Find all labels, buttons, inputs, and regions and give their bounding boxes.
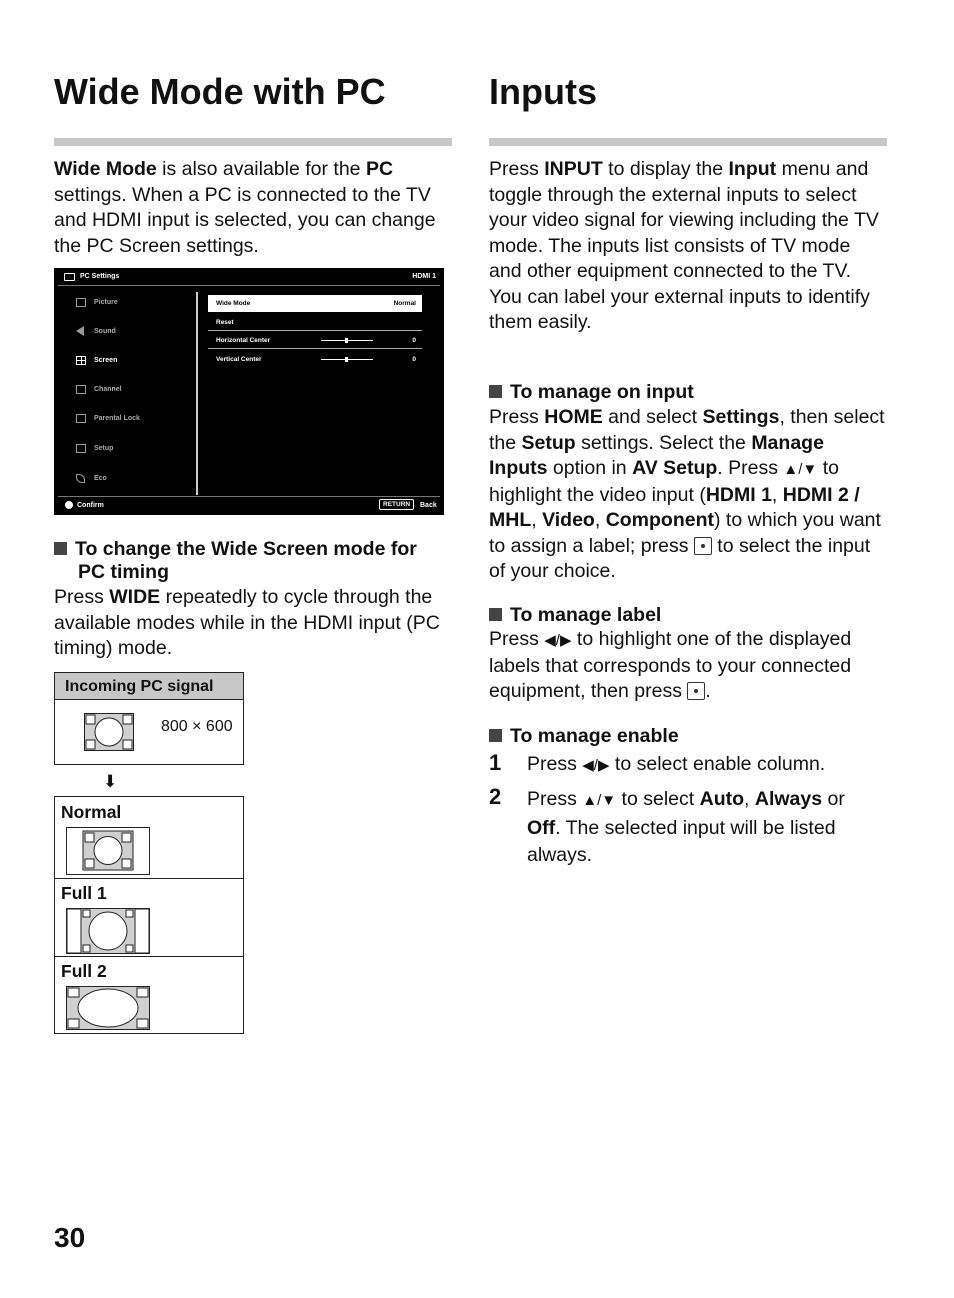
manage-input-heading: To manage on input — [489, 381, 694, 404]
arrow-down-icon: ⬇ — [103, 772, 118, 791]
left-intro: Wide Mode is also available for the PC settings. When a PC is connected to the TV and HDMI input is selected, you can change the PC Screen settings. — [54, 158, 436, 257]
horizontal-center-slider — [321, 340, 373, 341]
vertical-center-slider — [321, 359, 373, 360]
speaker-icon — [76, 326, 84, 336]
enter-button-icon — [687, 682, 705, 700]
mode-full2-label: Full 2 — [61, 961, 107, 981]
eco-icon — [76, 474, 85, 483]
bullet-square-icon — [489, 729, 502, 742]
up-down-arrows-icon: ▲/▼ — [582, 792, 617, 809]
tv-row-wide-mode: Wide Mode Normal — [208, 295, 422, 312]
tv-footer-confirm: Confirm — [77, 502, 104, 509]
left-title: Wide Mode with PC — [54, 71, 386, 112]
tv-footer-return: RETURN — [379, 499, 414, 510]
mode-normal-label: Normal — [61, 802, 122, 822]
bullet-square-icon — [489, 608, 502, 621]
toolbox-icon — [64, 273, 75, 281]
step-1-text: Press ◀/▶ to select enable column. — [527, 753, 826, 775]
tv-header-input: HDMI 1 — [412, 273, 436, 280]
mode-normal-image — [66, 827, 150, 875]
tv-menu-sound: Sound — [94, 328, 116, 335]
bullet-square-icon — [489, 385, 502, 398]
setup-icon — [76, 444, 86, 453]
tv-menu-channel: Channel — [94, 386, 122, 393]
left-title-rule — [54, 138, 452, 146]
incoming-signal-header: Incoming PC signal — [55, 673, 243, 700]
mode-full1-label: Full 1 — [61, 883, 107, 903]
step-2-number: 2 — [489, 784, 502, 809]
manage-label-heading: To manage label — [489, 604, 661, 627]
mode-full1-image — [66, 908, 150, 954]
tv-menu-eco: Eco — [94, 475, 107, 482]
up-down-arrows-icon: ▲/▼ — [783, 461, 818, 478]
tv-menu-picture: Picture — [94, 299, 118, 306]
manage-input-text: Press HOME and select Settings, then select the Setup settings. Select the Manage Inputs option in AV Setup. Press ▲/▼ to highlight the video input (HDMI 1, HDMI 2 / MHL, Video, Component) to which you want to assign a label; press to select the input of your choice. — [489, 406, 885, 582]
wide-modes-table — [54, 796, 244, 1034]
manage-label-text: Press ◀/▶ to highlight one of the displayed labels that corresponds to your connected equipment, then press . — [489, 628, 852, 702]
right-title-rule — [489, 138, 887, 146]
signal-4x3-image — [84, 713, 134, 751]
wide-screen-text: Press WIDE repeatedly to cycle through the available modes while in the HDMI input (PC timing) mode. — [54, 586, 440, 659]
tv-menu-setup: Setup — [94, 445, 114, 452]
manage-enable-heading: To manage enable — [489, 725, 679, 748]
tv-row-vertical-center: Vertical Center 0 — [216, 356, 416, 363]
picture-icon — [76, 298, 86, 307]
confirm-icon — [65, 501, 73, 509]
signal-resolution: 800 × 600 — [161, 718, 233, 735]
tv-header-title: PC Settings — [80, 273, 120, 280]
wide-screen-heading: To change the Wide Screen mode for PC timing — [54, 538, 452, 584]
page-number: 30 — [54, 1222, 86, 1253]
tv-menu-parental-lock: Parental Lock — [94, 415, 140, 422]
inputs-intro: Press INPUT to display the Input menu and toggle through the external inputs to select your video signal for viewing including the TV mode. The inputs list consists of TV mode and other equipment connected to the TV. You can label your external inputs to identify them easily. — [489, 158, 879, 333]
tv-row-reset: Reset — [208, 314, 422, 331]
left-right-arrows-icon: ◀/▶ — [544, 632, 572, 649]
left-right-arrows-icon: ◀/▶ — [582, 757, 610, 774]
lock-icon — [76, 414, 86, 423]
right-title: Inputs — [489, 71, 597, 112]
incoming-signal-table — [54, 672, 244, 765]
pc-settings-screenshot — [54, 268, 444, 515]
mode-full2-image — [66, 986, 150, 1030]
step-2-text: Press ▲/▼ to select Auto, Always or Off. The selected input will be listed always. — [527, 788, 845, 866]
channel-icon — [76, 385, 86, 394]
tv-menu-screen: Screen — [94, 357, 118, 364]
tv-row-horizontal-center: Horizontal Center 0 — [208, 332, 422, 349]
step-1-number: 1 — [489, 750, 502, 775]
tv-footer-back: Back — [420, 502, 437, 509]
bullet-square-icon — [54, 542, 67, 555]
screen-icon — [76, 356, 86, 365]
enter-button-icon — [694, 537, 712, 555]
